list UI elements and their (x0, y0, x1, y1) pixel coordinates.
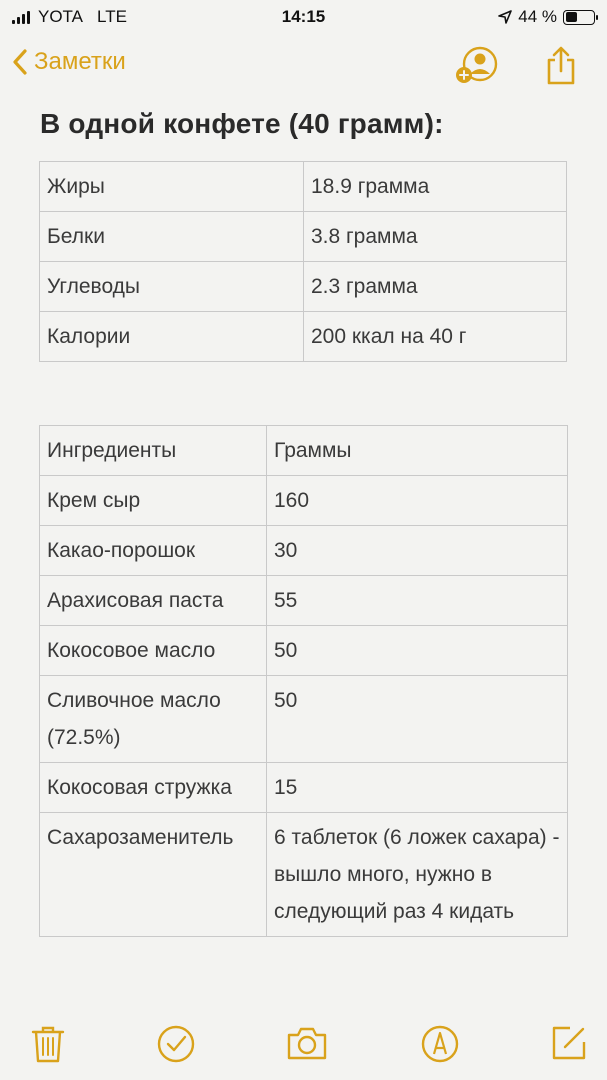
person-add-icon (452, 44, 500, 88)
table-row[interactable] (40, 576, 568, 626)
nutrition-table[interactable] (39, 161, 567, 362)
back-button[interactable] (12, 48, 126, 76)
status-right (498, 7, 595, 27)
add-person-button[interactable] (452, 44, 500, 93)
checklist-icon (156, 1024, 196, 1064)
table-cell-name[interactable]: Кокосовое масло (40, 626, 267, 676)
back-label: Заметки (34, 48, 126, 75)
table-cell-value[interactable]: 30 (267, 526, 568, 576)
table-row[interactable] (40, 476, 568, 526)
share-button[interactable] (544, 46, 578, 91)
delete-button[interactable] (30, 1024, 66, 1069)
table-row[interactable] (40, 212, 567, 262)
table-cell-value[interactable]: Граммы (267, 426, 568, 476)
status-bar (0, 0, 607, 36)
table-cell-name[interactable]: Жиры (40, 162, 304, 212)
table-header-row[interactable] (40, 426, 568, 476)
camera-icon (286, 1024, 328, 1062)
compose-button[interactable] (550, 1024, 588, 1067)
markup-button[interactable] (420, 1024, 460, 1069)
checklist-button[interactable] (156, 1024, 196, 1069)
table-row[interactable] (40, 763, 568, 813)
table-cell-value[interactable]: 6 таблеток (6 ложек сахара) - вышло много, нужно в следующий раз 4 кидать (267, 813, 568, 937)
status-time: 14:15 (281, 7, 326, 26)
table-cell-name[interactable]: Какао-порошок (40, 526, 267, 576)
table-cell-name[interactable]: Углеводы (40, 262, 304, 312)
compose-icon (550, 1024, 588, 1062)
table-cell-name[interactable]: Арахисовая паста (40, 576, 267, 626)
table-cell-name[interactable]: Сливочное масло (72.5%) (40, 676, 267, 763)
location-icon (498, 10, 512, 24)
carrier-label: YOTA (38, 7, 84, 26)
table-cell-value[interactable]: 18.9 грамма (304, 162, 567, 212)
table-row[interactable] (40, 526, 568, 576)
battery-icon (563, 10, 595, 25)
nav-bar (0, 42, 607, 94)
network-label: LTE (97, 7, 127, 26)
ingredients-table[interactable] (39, 425, 568, 937)
markup-icon (420, 1024, 460, 1064)
table-cell-name[interactable]: Кокосовая стружка (40, 763, 267, 813)
table-cell-value[interactable]: 160 (267, 476, 568, 526)
table-cell-value[interactable]: 50 (267, 626, 568, 676)
share-icon (544, 46, 578, 86)
note-title[interactable]: В одной конфете (40 грамм): (40, 108, 444, 139)
table-cell-name[interactable]: Белки (40, 212, 304, 262)
table-row[interactable] (40, 813, 568, 937)
table-cell-name[interactable]: Крем сыр (40, 476, 267, 526)
table-cell-value[interactable]: 3.8 грамма (304, 212, 567, 262)
battery-percent: 44 % (518, 7, 557, 26)
trash-icon (30, 1024, 66, 1064)
table-cell-value[interactable]: 55 (267, 576, 568, 626)
table-cell-value[interactable]: 2.3 грамма (304, 262, 567, 312)
table-row[interactable] (40, 312, 567, 362)
table-row[interactable] (40, 676, 568, 763)
bottom-toolbar (0, 1000, 607, 1080)
table-cell-value[interactable]: 50 (267, 676, 568, 763)
table-row[interactable] (40, 262, 567, 312)
table-cell-value[interactable]: 15 (267, 763, 568, 813)
table-cell-name[interactable]: Сахарозаменитель (40, 813, 267, 937)
table-cell-name[interactable]: Ингредиенты (40, 426, 267, 476)
table-cell-value[interactable]: 200 ккал на 40 г (304, 312, 567, 362)
table-cell-name[interactable]: Калории (40, 312, 304, 362)
table-row[interactable] (40, 162, 567, 212)
table-row[interactable] (40, 626, 568, 676)
camera-button[interactable] (286, 1024, 328, 1067)
battery-fill (566, 12, 578, 22)
chevron-left-icon (12, 48, 28, 76)
